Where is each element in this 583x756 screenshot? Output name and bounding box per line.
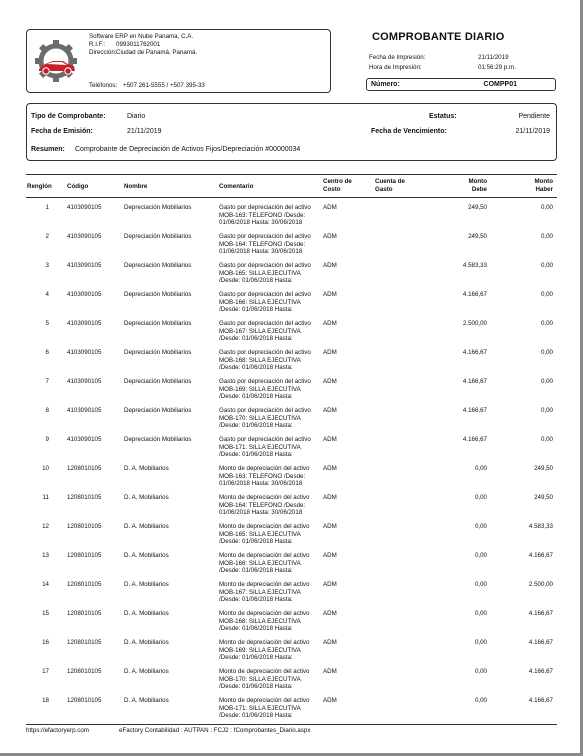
address-value: Ciudad de Panamá, Panamá. <box>116 49 198 56</box>
renglon-cell: 15 <box>42 610 49 617</box>
monto-haber-cell: 0,00 <box>540 204 553 211</box>
codigo-cell: 4103090105 <box>67 291 102 298</box>
print-date-value: 21/11/2019 <box>478 54 509 61</box>
centro-costo-cell: ADM <box>323 552 337 559</box>
renglon-cell: 12 <box>42 523 49 530</box>
centro-costo-cell: ADM <box>323 697 337 704</box>
summary-value: Comprobante de Depreciación de Activos Fijos/Depreciación #00000034 <box>75 146 301 153</box>
nombre-cell: Depreciación Mobiliarios <box>124 204 192 211</box>
col-cuenta-line2: Gasto <box>375 185 393 193</box>
comentario-cell <box>219 610 323 633</box>
nombre-cell: D. A. Mobiliarios <box>124 523 169 530</box>
monto-haber-cell: 0,00 <box>540 233 553 240</box>
codigo-cell: 1208010105 <box>67 697 102 704</box>
footer-divider <box>26 724 557 725</box>
comentario-line: Gasto por depreciación del activo <box>219 291 311 298</box>
comentario-line: MOB-168: SILLA EJECUTIVA <box>219 356 301 364</box>
issue-date-value: 21/11/2019 <box>127 128 162 135</box>
comentario-line: MOB-169: SILLA EJECUTIVA <box>219 385 301 393</box>
renglon-cell: 4 <box>45 291 49 298</box>
col-monto-haber <box>496 178 553 193</box>
renglon-cell: 11 <box>42 494 49 501</box>
nombre-cell: D. A. Mobiliarios <box>124 581 169 588</box>
address-label: Dirección: <box>89 49 117 56</box>
monto-debe-cell: 4.166,67 <box>462 349 487 356</box>
type-label: Tipo de Comprobante: <box>31 113 106 120</box>
comentario-cell <box>219 233 323 256</box>
monto-haber-cell: 2.500,00 <box>528 581 553 588</box>
monto-haber-cell: 0,00 <box>540 291 553 298</box>
centro-costo-cell: ADM <box>323 320 337 327</box>
centro-costo-cell: ADM <box>323 233 337 240</box>
centro-costo-cell: ADM <box>323 407 337 414</box>
monto-debe-cell: 249,50 <box>468 233 487 240</box>
comentario-line: Monto de depreciación del activo <box>219 523 310 530</box>
table-row <box>26 378 557 407</box>
comentario-line: /Desde: 01/06/2018 Hasta: <box>219 277 293 285</box>
comentario-line: MOB-168: SILLA EJECUTIVA <box>219 617 301 625</box>
comentario-line: MOB-170: SILLA EJECUTIVA <box>219 414 301 422</box>
comentario-line: Monto de depreciación del activo <box>219 465 310 472</box>
comentario-line: MOB-165: SILLA EJECUTIVA <box>219 269 301 277</box>
comentario-cell <box>219 668 323 691</box>
table-row <box>26 697 557 726</box>
monto-haber-cell: 0,00 <box>540 320 553 327</box>
centro-costo-cell: ADM <box>323 494 337 501</box>
comentario-line: Monto de depreciación del activo <box>219 494 310 501</box>
codigo-cell: 4103090105 <box>67 204 102 211</box>
col-monto-debe <box>426 178 487 193</box>
col-cuenta-gasto <box>375 178 405 193</box>
monto-debe-cell: 0,00 <box>474 639 487 646</box>
due-date-label: Fecha de Vencimiento: <box>371 128 447 135</box>
table-row <box>26 639 557 668</box>
monto-debe-cell: 0,00 <box>474 581 487 588</box>
renglon-cell: 2 <box>45 233 49 240</box>
renglon-cell: 1 <box>45 204 49 211</box>
comentario-line: /Desde: 01/06/2018 Hasta: <box>219 306 293 314</box>
table-row <box>26 552 557 581</box>
status-label: Estatus: <box>429 113 457 120</box>
monto-debe-cell: 0,00 <box>474 523 487 530</box>
nombre-cell: D. A. Mobiliarios <box>124 494 169 501</box>
status-value: Pendiente <box>518 113 550 120</box>
issue-date-label: Fecha de Emisión: <box>31 128 93 135</box>
company-name: Software ERP en Nube Panama, C.A. <box>89 33 194 40</box>
renglon-cell: 8 <box>45 407 49 414</box>
nombre-cell: Depreciación Mobiliarios <box>124 349 192 356</box>
comentario-cell <box>219 494 323 517</box>
col-nombre: Nombre <box>124 183 148 190</box>
col-centro-line2: Costo <box>323 185 341 193</box>
comentario-line: Monto de depreciación del activo <box>219 668 310 675</box>
col-debe-line1: Monto <box>468 178 487 185</box>
renglon-cell: 18 <box>42 697 49 704</box>
comentario-line: MOB-163: TELEFONO /Desde: <box>219 472 306 480</box>
col-codigo: Código <box>67 183 89 190</box>
table-row <box>26 436 557 465</box>
comentario-cell <box>219 552 323 575</box>
monto-debe-cell: 4.166,67 <box>462 436 487 443</box>
monto-debe-cell: 0,00 <box>474 610 487 617</box>
codigo-cell: 4103090105 <box>67 436 102 443</box>
comentario-line: /Desde: 01/06/2018 Hasta: <box>219 538 293 546</box>
comentario-line: MOB-164: TELEFONO /Desde: <box>219 501 306 509</box>
comentario-line: MOB-170: SILLA EJECUTIVA <box>219 675 301 683</box>
company-phones <box>89 82 205 89</box>
centro-costo-cell: ADM <box>323 639 337 646</box>
phones-value: +507 261-5555 / +507 395-33 <box>122 82 205 89</box>
company-header <box>26 29 331 93</box>
monto-debe-cell: 0,00 <box>474 668 487 675</box>
codigo-cell: 4103090105 <box>67 320 102 327</box>
table-row <box>26 262 557 291</box>
monto-debe-cell: 0,00 <box>474 494 487 501</box>
comentario-line: Gasto por depreciación del activo <box>219 233 311 240</box>
col-debe-line2: Debe <box>471 185 487 193</box>
col-renglon: Renglón <box>27 183 52 190</box>
comentario-line: Gasto por depreciación del activo <box>219 407 311 414</box>
print-time-label: Hora de Impresión: <box>369 64 422 71</box>
col-centro-costo <box>323 178 352 193</box>
company-logo-icon <box>33 38 79 84</box>
company-details <box>89 33 197 57</box>
comentario-cell <box>219 581 323 604</box>
monto-haber-cell: 4.166,67 <box>528 639 553 646</box>
centro-costo-cell: ADM <box>323 204 337 211</box>
comentario-line: MOB-166: SILLA EJECUTIVA <box>219 298 301 306</box>
nombre-cell: D. A. Mobiliarios <box>124 668 169 675</box>
monto-haber-cell: 0,00 <box>540 349 553 356</box>
phones-label: Teléfonos: <box>89 82 118 89</box>
document-number-box <box>366 78 556 91</box>
renglon-cell: 3 <box>45 262 49 269</box>
renglon-cell: 10 <box>42 465 49 472</box>
summary-label: Resumen: <box>31 146 65 153</box>
comentario-line: /Desde: 01/06/2018 Hasta: <box>219 393 293 401</box>
table-row <box>26 320 557 349</box>
comentario-cell <box>219 320 323 343</box>
centro-costo-cell: ADM <box>323 610 337 617</box>
codigo-cell: 1208010105 <box>67 668 102 675</box>
rif-label: R.I.F.: <box>89 41 106 48</box>
comentario-line: 01/06/2018 Hasta: 30/06/2018 <box>219 509 303 517</box>
comentario-line: Monto de depreciación del activo <box>219 581 310 588</box>
table-row <box>26 349 557 378</box>
comentario-cell <box>219 349 323 372</box>
codigo-cell: 1208010105 <box>67 610 102 617</box>
codigo-cell: 4103090105 <box>67 349 102 356</box>
monto-haber-cell: 4.166,67 <box>528 552 553 559</box>
comentario-cell <box>219 639 323 662</box>
monto-debe-cell: 249,50 <box>468 204 487 211</box>
comentario-line: /Desde: 01/06/2018 Hasta: <box>219 364 293 372</box>
comentario-line: /Desde: 01/06/2018 Hasta: <box>219 335 293 343</box>
comentario-line: MOB-166: SILLA EJECUTIVA <box>219 559 301 567</box>
renglon-cell: 16 <box>42 639 49 646</box>
monto-haber-cell: 4.583,33 <box>528 523 553 530</box>
comentario-line: Monto de depreciación del activo <box>219 552 310 559</box>
type-value: Diario <box>127 113 146 120</box>
comentario-line: /Desde: 01/06/2018 Hasta: <box>219 625 293 633</box>
renglon-cell: 14 <box>42 581 49 588</box>
print-time-value: 01:56:29 p.m. <box>478 64 516 71</box>
codigo-cell: 1208010105 <box>67 523 102 530</box>
monto-haber-cell: 4.166,67 <box>528 697 553 704</box>
codigo-cell: 4103090105 <box>67 378 102 385</box>
document-title: COMPROBANTE DIARIO <box>372 31 505 43</box>
nombre-cell: Depreciación Mobiliarios <box>124 233 192 240</box>
document-number-value: COMPP01 <box>483 81 517 88</box>
monto-debe-cell: 4.166,67 <box>462 291 487 298</box>
monto-debe-cell: 4.583,33 <box>462 262 487 269</box>
comentario-line: /Desde: 01/06/2018 Hasta: <box>219 567 293 575</box>
comentario-line: Monto de depreciación del activo <box>219 639 310 646</box>
voucher-info-box <box>26 103 557 161</box>
comentario-cell <box>219 523 323 546</box>
col-haber-line2: Haber <box>535 185 553 193</box>
comentario-line: /Desde: 01/06/2018 Hasta: <box>219 422 293 430</box>
centro-costo-cell: ADM <box>323 668 337 675</box>
codigo-cell: 4103090105 <box>67 262 102 269</box>
centro-costo-cell: ADM <box>323 523 337 530</box>
comentario-line: /Desde: 01/06/2018 Hasta: <box>219 654 293 662</box>
comentario-line: MOB-169: SILLA EJECUTIVA <box>219 646 301 654</box>
comentario-cell <box>219 697 323 720</box>
comentario-line: Gasto por depreciación del activo <box>219 436 311 443</box>
table-row <box>26 610 557 639</box>
comentario-line: MOB-171: SILLA EJECUTIVA <box>219 704 301 712</box>
comentario-line: Gasto por depreciación del activo <box>219 204 311 211</box>
comentario-line: Gasto por depreciación del activo <box>219 320 311 327</box>
codigo-cell: 1208010105 <box>67 465 102 472</box>
codigo-cell: 1208010105 <box>67 552 102 559</box>
comentario-line: 01/06/2018 Hasta: 30/06/2018 <box>219 480 303 488</box>
comentario-line: Monto de depreciación del activo <box>219 697 310 704</box>
monto-debe-cell: 0,00 <box>474 697 487 704</box>
comentario-line: MOB-164: TELEFONO /Desde: <box>219 240 306 248</box>
monto-haber-cell: 0,00 <box>540 262 553 269</box>
nombre-cell: Depreciación Mobiliarios <box>124 436 192 443</box>
table-row <box>26 668 557 697</box>
comentario-cell <box>219 465 323 488</box>
table-row <box>26 465 557 494</box>
comentario-line: MOB-165: SILLA EJECUTIVA <box>219 530 301 538</box>
centro-costo-cell: ADM <box>323 291 337 298</box>
comentario-line: MOB-171: SILLA EJECUTIVA <box>219 443 301 451</box>
monto-debe-cell: 4.166,67 <box>462 378 487 385</box>
comentario-line: /Desde: 01/06/2018 Hasta: <box>219 596 293 604</box>
comentario-line: /Desde: 01/06/2018 Hasta: <box>219 712 293 720</box>
footer-system: eFactory Contabilidad : AUTPAN : FCJ2 : fComprobantes_Diario.aspx <box>119 727 311 734</box>
comentario-line: Gasto por depreciación del activo <box>219 349 311 356</box>
comentario-line: MOB-167: SILLA EJECUTIVA <box>219 327 301 335</box>
comentario-cell <box>219 291 323 314</box>
comentario-line: Gasto por depreciación del activo <box>219 262 311 269</box>
table-row <box>26 523 557 552</box>
renglon-cell: 13 <box>42 552 49 559</box>
monto-debe-cell: 4.166,67 <box>462 407 487 414</box>
monto-debe-cell: 0,00 <box>474 465 487 472</box>
renglon-cell: 7 <box>45 378 49 385</box>
comentario-line: 01/06/2018 Hasta: 30/06/2018 <box>219 219 303 227</box>
table-header <box>26 174 557 198</box>
col-centro-line1: Centro de <box>323 178 352 185</box>
due-date-value: 21/11/2019 <box>515 128 550 135</box>
table-row <box>26 233 557 262</box>
comentario-cell <box>219 436 323 459</box>
table-row <box>26 204 557 233</box>
col-haber-line1: Monto <box>534 178 553 185</box>
monto-debe-cell: 2.500,00 <box>462 320 487 327</box>
monto-haber-cell: 0,00 <box>540 436 553 443</box>
codigo-cell: 1208010105 <box>67 639 102 646</box>
nombre-cell: D. A. Mobiliarios <box>124 552 169 559</box>
codigo-cell: 1208010105 <box>67 581 102 588</box>
codigo-cell: 4103090105 <box>67 407 102 414</box>
table-row <box>26 407 557 436</box>
table-row <box>26 581 557 610</box>
nombre-cell: Depreciación Mobiliarios <box>124 291 192 298</box>
centro-costo-cell: ADM <box>323 465 337 472</box>
centro-costo-cell: ADM <box>323 349 337 356</box>
nombre-cell: Depreciación Mobiliarios <box>124 378 192 385</box>
nombre-cell: Depreciación Mobiliarios <box>124 320 192 327</box>
nombre-cell: Depreciación Mobiliarios <box>124 407 192 414</box>
rif-value: 0993011762001 <box>116 41 161 48</box>
comentario-line: 01/06/2018 Hasta: 30/06/2018 <box>219 248 303 256</box>
renglon-cell: 6 <box>45 349 49 356</box>
monto-haber-cell: 249,50 <box>534 465 553 472</box>
comentario-cell <box>219 378 323 401</box>
document-number-label: Número: <box>371 81 400 88</box>
renglon-cell: 17 <box>42 668 49 675</box>
col-cuenta-line1: Cuenta de <box>375 178 405 185</box>
table-row <box>26 494 557 523</box>
centro-costo-cell: ADM <box>323 262 337 269</box>
nombre-cell: Depreciación Mobiliarios <box>124 262 192 269</box>
nombre-cell: D. A. Mobiliarios <box>124 639 169 646</box>
codigo-cell: 1208010105 <box>67 494 102 501</box>
monto-debe-cell: 0,00 <box>474 552 487 559</box>
monto-haber-cell: 0,00 <box>540 378 553 385</box>
renglon-cell: 5 <box>45 320 49 327</box>
nombre-cell: D. A. Mobiliarios <box>124 610 169 617</box>
comentario-line: /Desde: 01/06/2018 Hasta: <box>219 683 293 691</box>
nombre-cell: D. A. Mobiliarios <box>124 465 169 472</box>
centro-costo-cell: ADM <box>323 378 337 385</box>
comentario-line: /Desde: 01/06/2018 Hasta: <box>219 451 293 459</box>
print-date-label: Fecha de Impresión: <box>369 54 426 61</box>
renglon-cell: 9 <box>45 436 49 443</box>
table-row <box>26 291 557 320</box>
centro-costo-cell: ADM <box>323 581 337 588</box>
codigo-cell: 4103090105 <box>67 233 102 240</box>
comentario-cell <box>219 204 323 227</box>
nombre-cell: D. A. Mobiliarios <box>124 697 169 704</box>
col-comentario: Comentario <box>219 183 254 190</box>
monto-haber-cell: 0,00 <box>540 407 553 414</box>
monto-haber-cell: 4.166,67 <box>528 668 553 675</box>
comentario-cell <box>219 407 323 430</box>
comentario-line: Monto de depreciación del activo <box>219 610 310 617</box>
monto-haber-cell: 249,50 <box>534 494 553 501</box>
footer-url: https://efactoryerp.com <box>26 727 89 734</box>
comentario-line: MOB-167: SILLA EJECUTIVA <box>219 588 301 596</box>
comentario-line: Gasto por depreciación del activo <box>219 378 311 385</box>
monto-haber-cell: 4.166,67 <box>528 610 553 617</box>
comentario-line: MOB-163: TELEFONO /Desde: <box>219 211 306 219</box>
comentario-cell <box>219 262 323 285</box>
centro-costo-cell: ADM <box>323 436 337 443</box>
